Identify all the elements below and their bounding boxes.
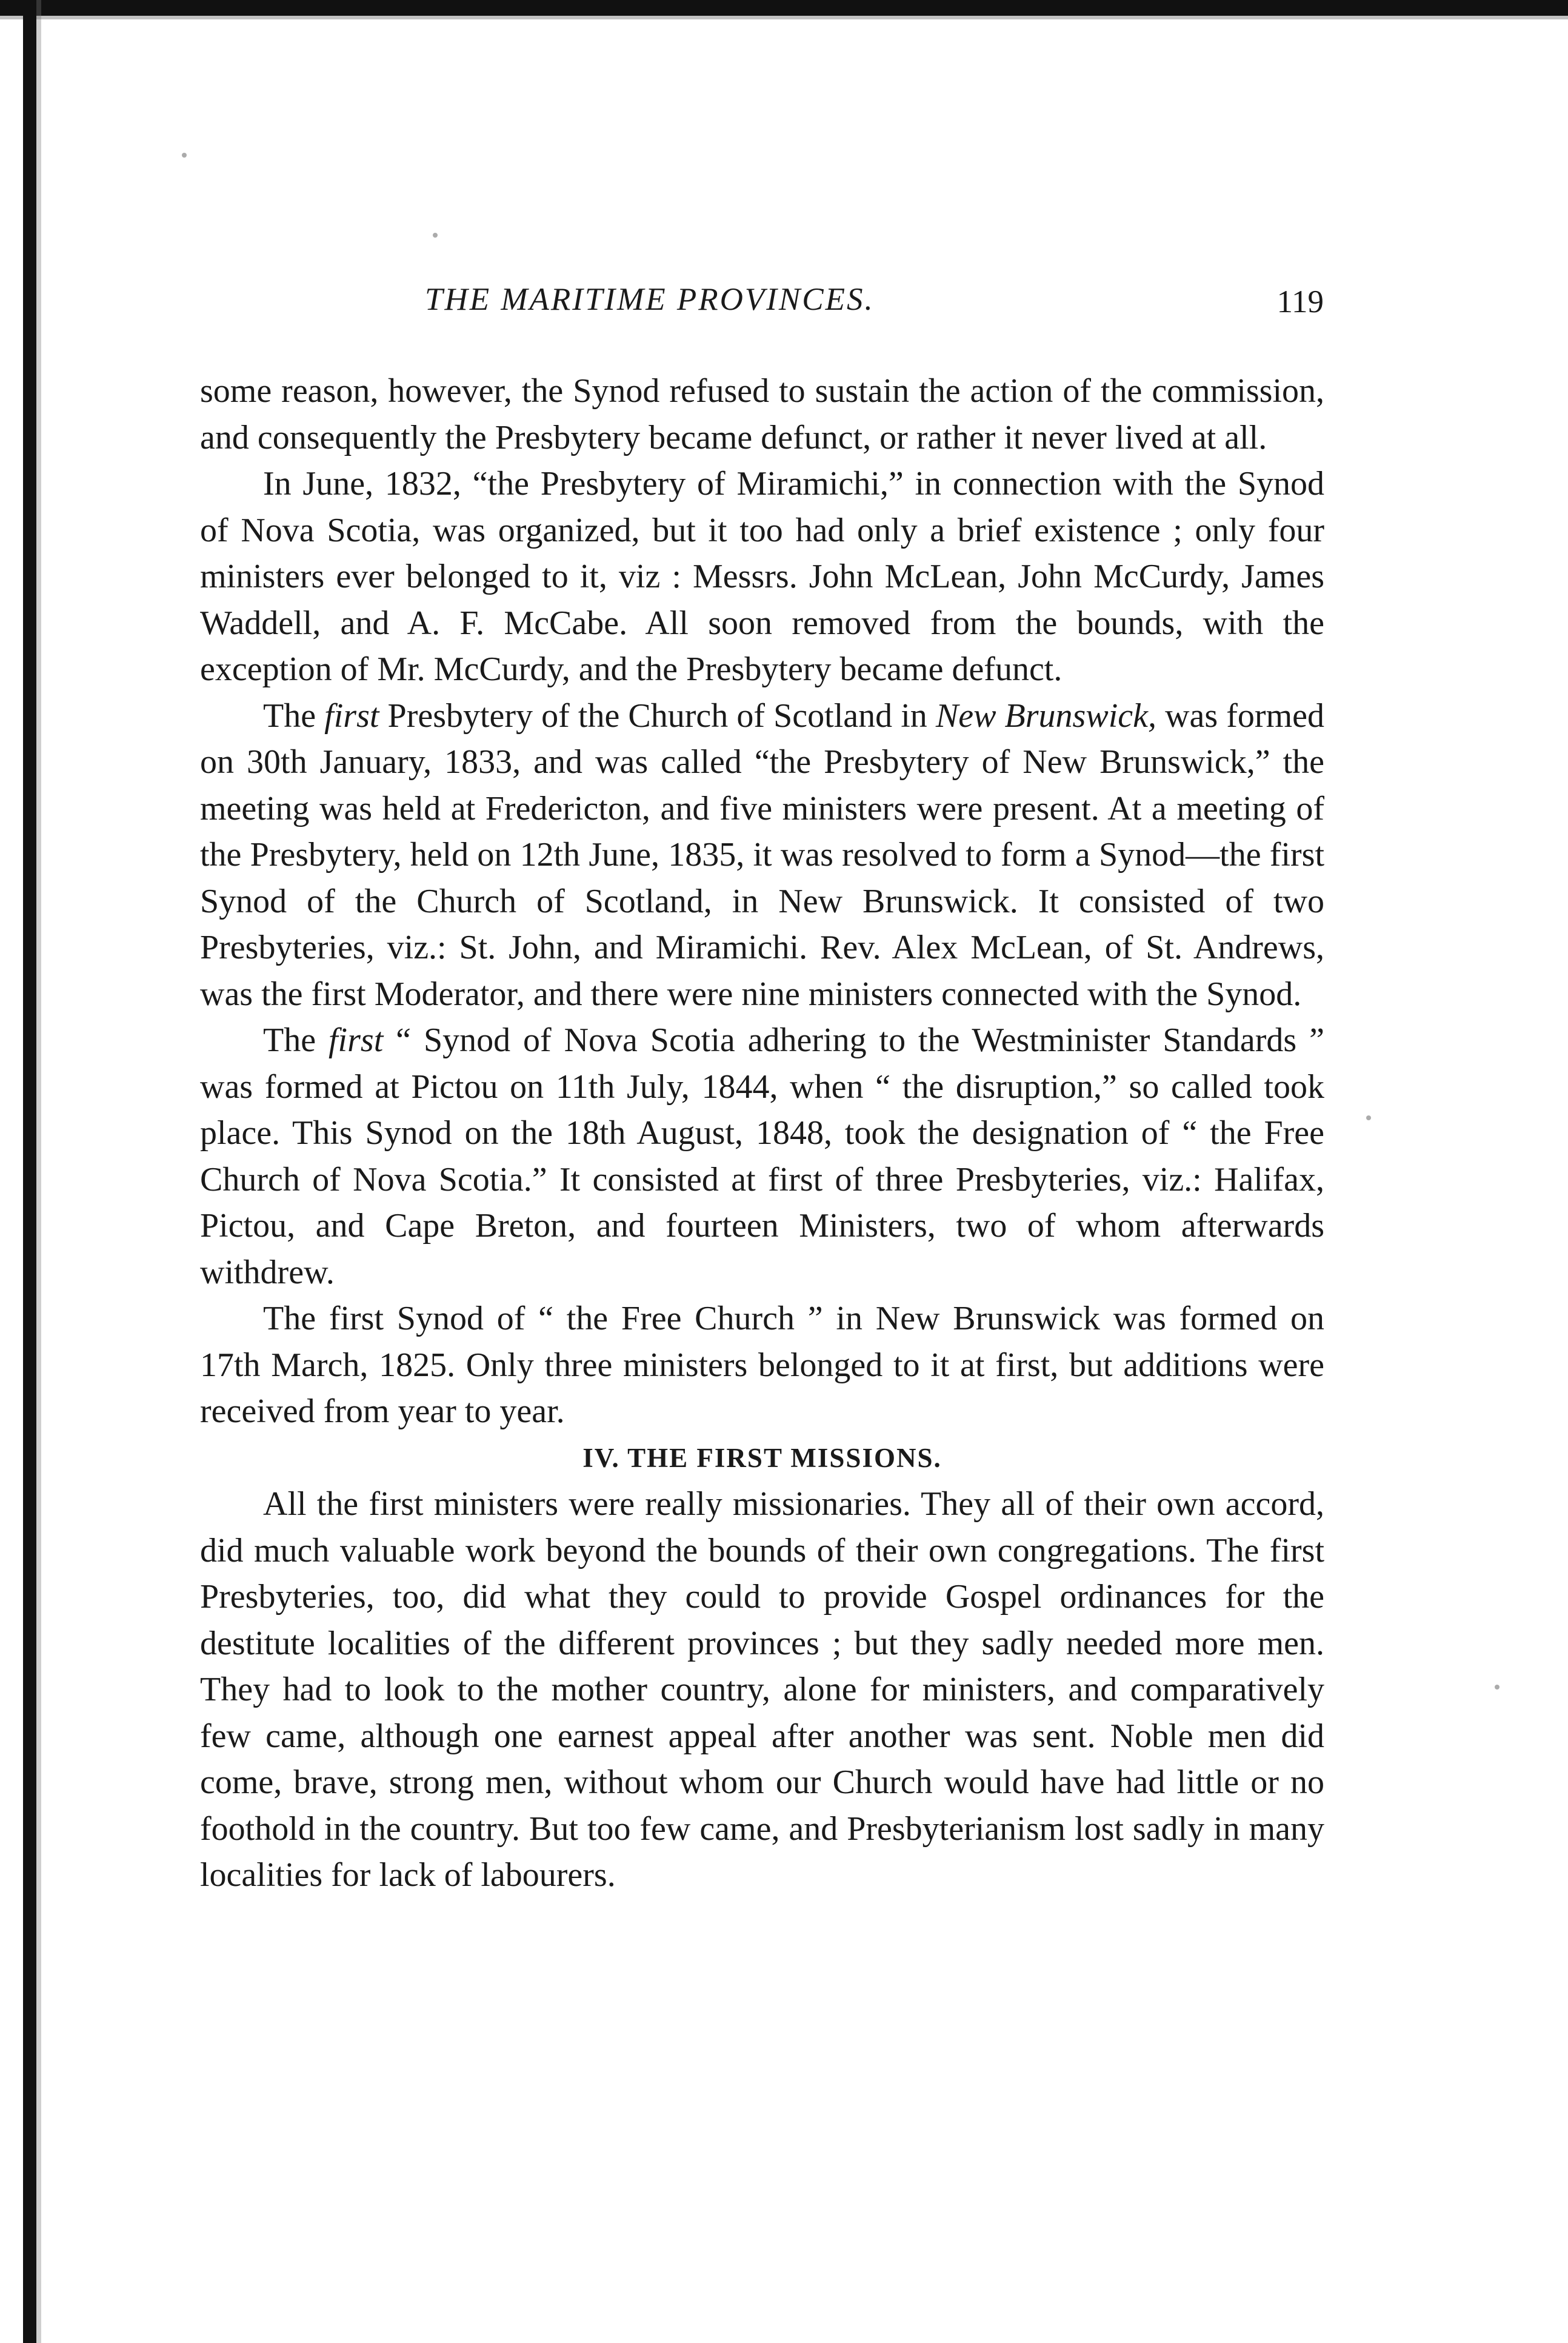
italic-first: first — [328, 1021, 384, 1059]
paragraph-miramichi-presbytery: In June, 1832, “the Presbytery of Miramichi,” in connection with the Synod of Nova Scotia, was organized, but it too had only a brief existence ; only four ministers ever belonged to it, viz : Messrs. John McLean, John McCurdy, James Waddell, and A. F. McCabe. All soon removed from the bounds, with the exception of Mr. McCurdy, and the Presbytery became defunct. — [200, 465, 1324, 688]
scan-speck — [1495, 1685, 1500, 1690]
paragraph-nova-scotia-synod — [200, 1017, 1324, 1295]
paragraph-lead-text: The — [263, 697, 325, 735]
page-number: 119 — [1276, 284, 1324, 319]
running-head — [199, 275, 1324, 330]
paragraph-lead-text: The — [263, 1021, 329, 1059]
scan-top-rule-shadow — [0, 16, 1568, 19]
scan-top-rule — [0, 0, 1568, 16]
paragraph-church-of-scotland-new-brunswick — [200, 693, 1324, 1018]
scan-speck — [182, 153, 187, 158]
paragraph-synod-refused: some reason, however, the Synod refused to sustain the action of the commission, and consequently the Presbytery became defunct, or rather it never lived at all. — [200, 372, 1324, 456]
scan-speck — [433, 233, 438, 238]
section-heading: IV. THE FIRST MISSIONS. — [582, 1442, 942, 1473]
italic-new-brunswick: New Brunswick, — [935, 697, 1156, 735]
paragraph-rest-text: “ Synod of Nova Scotia adhering to the Westminister Standards ” was formed at Pictou on 11th July, 1844, when “ the disruption,” so called took place. This Synod on the 18th August, 1848, took the designation of “ the Free Church of Nova Scotia.” It consisted at first of three Presbyteries, viz.: Halifax, Pictou, and Cape Breton, and fourteen Ministers, two of whom afterwards withdrew. — [200, 1021, 1324, 1291]
paragraph-free-church-new-brunswick: The first Synod of “ the Free Church ” in New Brunswick was formed on 17th March, 1825. Only three ministers belonged to it at first, but additions were received from year to year. — [200, 1300, 1324, 1430]
scan-left-rule-shadow — [36, 0, 41, 2343]
page-body — [200, 368, 1324, 1899]
paragraph-first-missions: All the first ministers were really missionaries. They all of their own accord, did much valuable work beyond the bounds of their own congregations. The first Presbyteries, too, did what they could to provide Gospel ordinances for the destitute localities of the different provinces ; but they sadly needed more men. They had to look to the mother country, alone for ministers, and comparatively few came, although one earnest appeal after another was sent. Noble men did come, brave, strong men, without whom our Church would have had little or no foothold in the country. But too few came, and Presbyterianism lost sadly in many localities for lack of labourers. — [200, 1485, 1324, 1894]
scan-left-rule — [23, 0, 36, 2343]
paragraph-middle-text: Presbytery of the Church of Scotland in — [379, 697, 936, 735]
paragraph-rest-text: was formed on 30th January, 1833, and was called “the Presbytery of New Brunswick,” the meeting was held at Fredericton, and five ministers were present. At a meeting of the Presbytery, held on 12th June, 1835, it was resolved to form a Synod—the first Synod of the Church of Scotland, in New Brunswick. It consisted of two Presbyteries, viz.: St. John, and Miramichi. Rev. Alex McLean, of St. Andrews, was the first Moderator, and there were nine ministers connected with the Synod. — [200, 697, 1324, 1013]
running-title: THE MARITIME PROVINCES. — [425, 282, 875, 317]
italic-first: first — [324, 697, 379, 735]
scan-speck — [1366, 1115, 1371, 1120]
